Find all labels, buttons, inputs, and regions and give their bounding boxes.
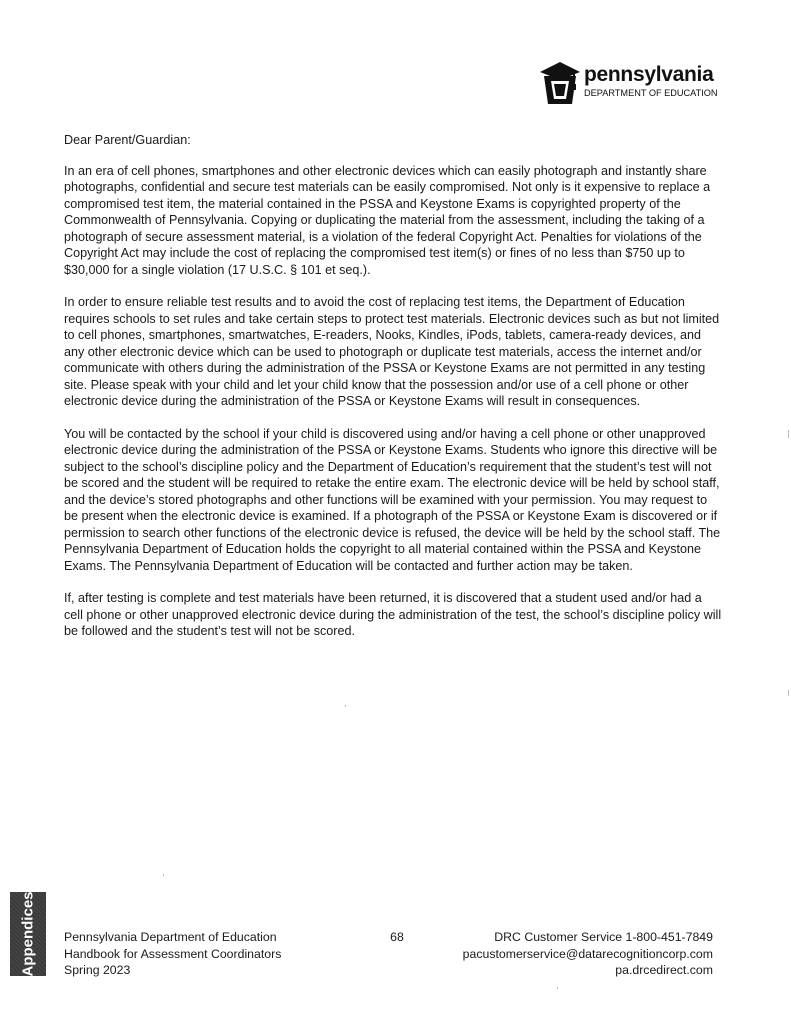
pa-department-of-education-logo [538,60,738,106]
footer-org: Pennsylvania Department of Education [64,930,277,944]
page-number: 68 [390,930,404,944]
scan-speck [163,874,164,876]
footer-term: Spring 2023 [64,963,131,977]
paragraph-consequences: You will be contacted by the school if your child is discovered using and/or having a cell phone or other unapproved electronic device during the administration of the PSSA or Keystone Exams. Students who ignore this directive will be subject to the school’s discipline policy and the Department of Education’s requirement that the student’s test will not be scored and the student will be required to retake the entire exam. The electronic device will be held by school staff, and the device’s stored photographs and other functions will be examined with your permission. You may request to be present when the electronic device is examined. If a photograph of the PSSA or Keystone Exam is discovered or if permission to search other functions of the electronic device is refused, the device will be held by the school staff. The Pennsylvania Department of Education holds the copyright to all material contained within the PSSA and Keystone Exams. The Pennsylvania Department of Education will be contacted and further action may be taken. [64,426,721,573]
appendices-side-tab [10,892,46,976]
paragraph-devices-rules: In order to ensure reliable test results and to avoid the cost of replacing test items, the Department of Education requires schools to set rules and take certain steps to protect test materials. Electronic devices such as but not limited to cell phones, smartphones, smartwatches, E-readers, Nooks, Kindles, iPods, tablets, camera-ready devices, and any other electronic device which can be used to photograph or duplicate test materials, access the internet and/or communicate with others during the administration of the PSSA or Keystone Exams are not permitted in any testing site. Please speak with your child and let your child know that the possession and/or use of a cell phone or other electronic device during the administration of the PSSA or Keystone Exams will result in consequences. [64,295,720,408]
footer-email: pacustomerservice@datarecognitioncorp.com [462,946,713,961]
appendices-tab-label: Appendices [19,891,37,977]
scan-speck [345,705,346,707]
salutation: Dear Parent/Guardian: [64,133,191,147]
keystone-mortarboard-icon [538,60,582,106]
footer-website: pa.drcedirect.com [615,963,713,977]
footer-left [64,929,281,979]
scan-speck [788,430,789,438]
letter-body [64,132,724,656]
logo-wordmark: pennsylvania [584,63,714,86]
paragraph-copyright: In an era of cell phones, smartphones and other electronic devices which can easily photograph and instantly share photographs, confidential and secure test materials can be easily compromised. Not only is it expensive to replace a compromised test item, the material contained in the PSSA and Keystone Exams is copyrighted property of the Commonwealth of Pennsylvania. Copying or duplicating the material from the assessment, including the taking of a photograph of secure assessment material, is a violation of the federal Copyright Act. Penalties for violations of the Copyright Act may include the cost of replacing the compromised test item(s) or fines of no less than $750 up to $30,000 for a single violation (17 U.S.C. § 101 et seq.). [64,163,711,277]
footer-right [463,929,713,979]
paragraph-after-testing: If, after testing is complete and test materials have been returned, it is discovered that a student used and/or had a cell phone or other unapproved electronic device during the administration of the test, the school’s discipline policy will be followed and the student’s test will not be scored. [64,591,722,638]
scan-speck [557,987,558,989]
footer-handbook: Handbook for Assessment Coordinators [64,946,282,961]
footer-phone: DRC Customer Service 1-800-451-7849 [494,930,713,944]
logo-department: DEPARTMENT OF EDUCATION [584,88,718,98]
scan-speck [788,690,789,696]
